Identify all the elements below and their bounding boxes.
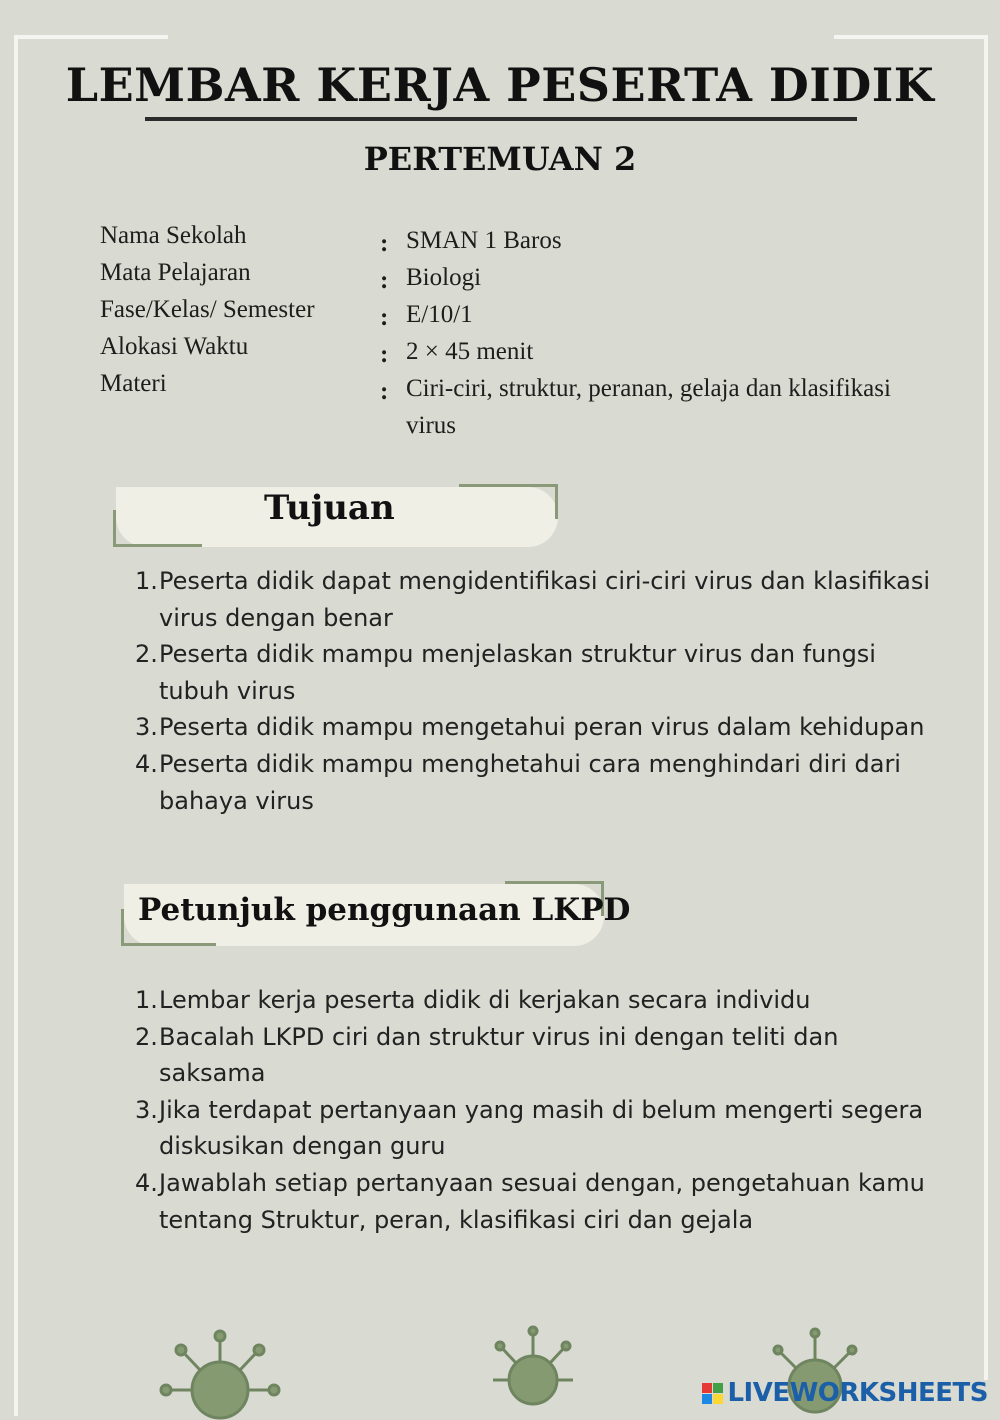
info-label: Nama Sekolah bbox=[100, 222, 247, 249]
info-value: Biologi bbox=[406, 264, 482, 291]
info-row-time bbox=[100, 333, 920, 370]
info-colon: : bbox=[380, 378, 389, 405]
info-row-subject bbox=[100, 259, 920, 296]
info-label: Fase/Kelas/ Semester bbox=[100, 296, 315, 323]
info-value: SMAN 1 Baros bbox=[406, 227, 562, 254]
info-value: Ciri-ciri, struktur, peranan, gelaja dan klasifikasi virus bbox=[406, 375, 891, 439]
list-text: Peserta didik mampu menjelaskan struktur virus dan fungsi tubuh virus bbox=[159, 640, 876, 705]
tujuan-list bbox=[135, 563, 935, 819]
decor-corner bbox=[459, 484, 558, 519]
list-number: 1. bbox=[135, 567, 158, 595]
list-number: 2. bbox=[135, 1022, 158, 1051]
info-colon: : bbox=[380, 267, 389, 294]
list-item bbox=[135, 563, 935, 636]
list-text: Jika terdapat pertanyaan yang masih di belum mengerti segera diskusikan dengan guru bbox=[159, 1095, 924, 1161]
list-text: Lembar kerja peserta didik di kerjakan secara individu bbox=[159, 986, 811, 1014]
list-number: 3. bbox=[135, 1095, 158, 1124]
list-number: 4. bbox=[135, 1168, 158, 1197]
info-label: Alokasi Waktu bbox=[100, 333, 249, 360]
info-value: E/10/1 bbox=[406, 301, 473, 328]
virus-icon bbox=[155, 1320, 285, 1420]
decor-corner bbox=[113, 510, 202, 547]
list-number: 2. bbox=[135, 640, 158, 669]
frame-right bbox=[984, 35, 988, 1380]
list-number: 1. bbox=[135, 986, 158, 1014]
list-text: Bacalah LKPD ciri dan struktur virus ini dengan teliti dan saksama bbox=[159, 1022, 839, 1088]
list-text: Jawablah setiap pertanyaan sesuai dengan, pengetahuan kamu tentang Struktur, peran, klasifikasi ciri dan gejala bbox=[159, 1168, 925, 1234]
list-number: 3. bbox=[135, 713, 158, 742]
title-underline bbox=[145, 117, 857, 121]
list-number: 4. bbox=[135, 749, 158, 778]
watermark-text: LIVEWORKSHEETS bbox=[727, 1378, 988, 1408]
list-text: Peserta didik dapat mengidentifikasi ciri-ciri virus dan klasifikasi virus dengan benar bbox=[159, 567, 931, 632]
liveworksheets-logo-icon bbox=[702, 1383, 723, 1404]
info-row-material bbox=[100, 370, 920, 444]
info-row-school bbox=[100, 222, 920, 259]
frame-top-left bbox=[14, 35, 168, 39]
info-table bbox=[100, 222, 920, 444]
info-label: Mata Pelajaran bbox=[100, 259, 251, 286]
list-item bbox=[135, 982, 935, 1019]
frame-left bbox=[14, 35, 18, 1416]
list-item bbox=[135, 1092, 935, 1165]
petunjuk-list bbox=[135, 982, 935, 1238]
watermark bbox=[702, 1378, 988, 1408]
tujuan-title: Tujuan bbox=[264, 488, 395, 528]
list-item bbox=[135, 636, 935, 709]
list-text: Peserta didik mampu mengetahui peran virus dalam kehidupan bbox=[159, 713, 925, 742]
virus-icon bbox=[488, 1318, 578, 1416]
list-item bbox=[135, 746, 935, 819]
list-item bbox=[135, 709, 935, 746]
info-colon: : bbox=[380, 230, 389, 257]
info-colon: : bbox=[380, 341, 389, 368]
frame-top-right bbox=[834, 35, 988, 39]
info-value: 2 × 45 menit bbox=[406, 338, 534, 365]
page-subtitle: PERTEMUAN 2 bbox=[363, 140, 637, 178]
info-row-phase bbox=[100, 296, 920, 333]
info-label: Materi bbox=[100, 370, 167, 397]
info-colon: : bbox=[380, 304, 389, 331]
list-item bbox=[135, 1019, 935, 1092]
list-text: Peserta didik mampu menghetahui cara menghindari diri dari bahaya virus bbox=[159, 749, 901, 815]
petunjuk-title: Petunjuk penggunaan LKPD bbox=[138, 892, 631, 928]
page-title: LEMBAR KERJA PESERTA DIDIK bbox=[65, 58, 935, 112]
list-item bbox=[135, 1165, 935, 1238]
